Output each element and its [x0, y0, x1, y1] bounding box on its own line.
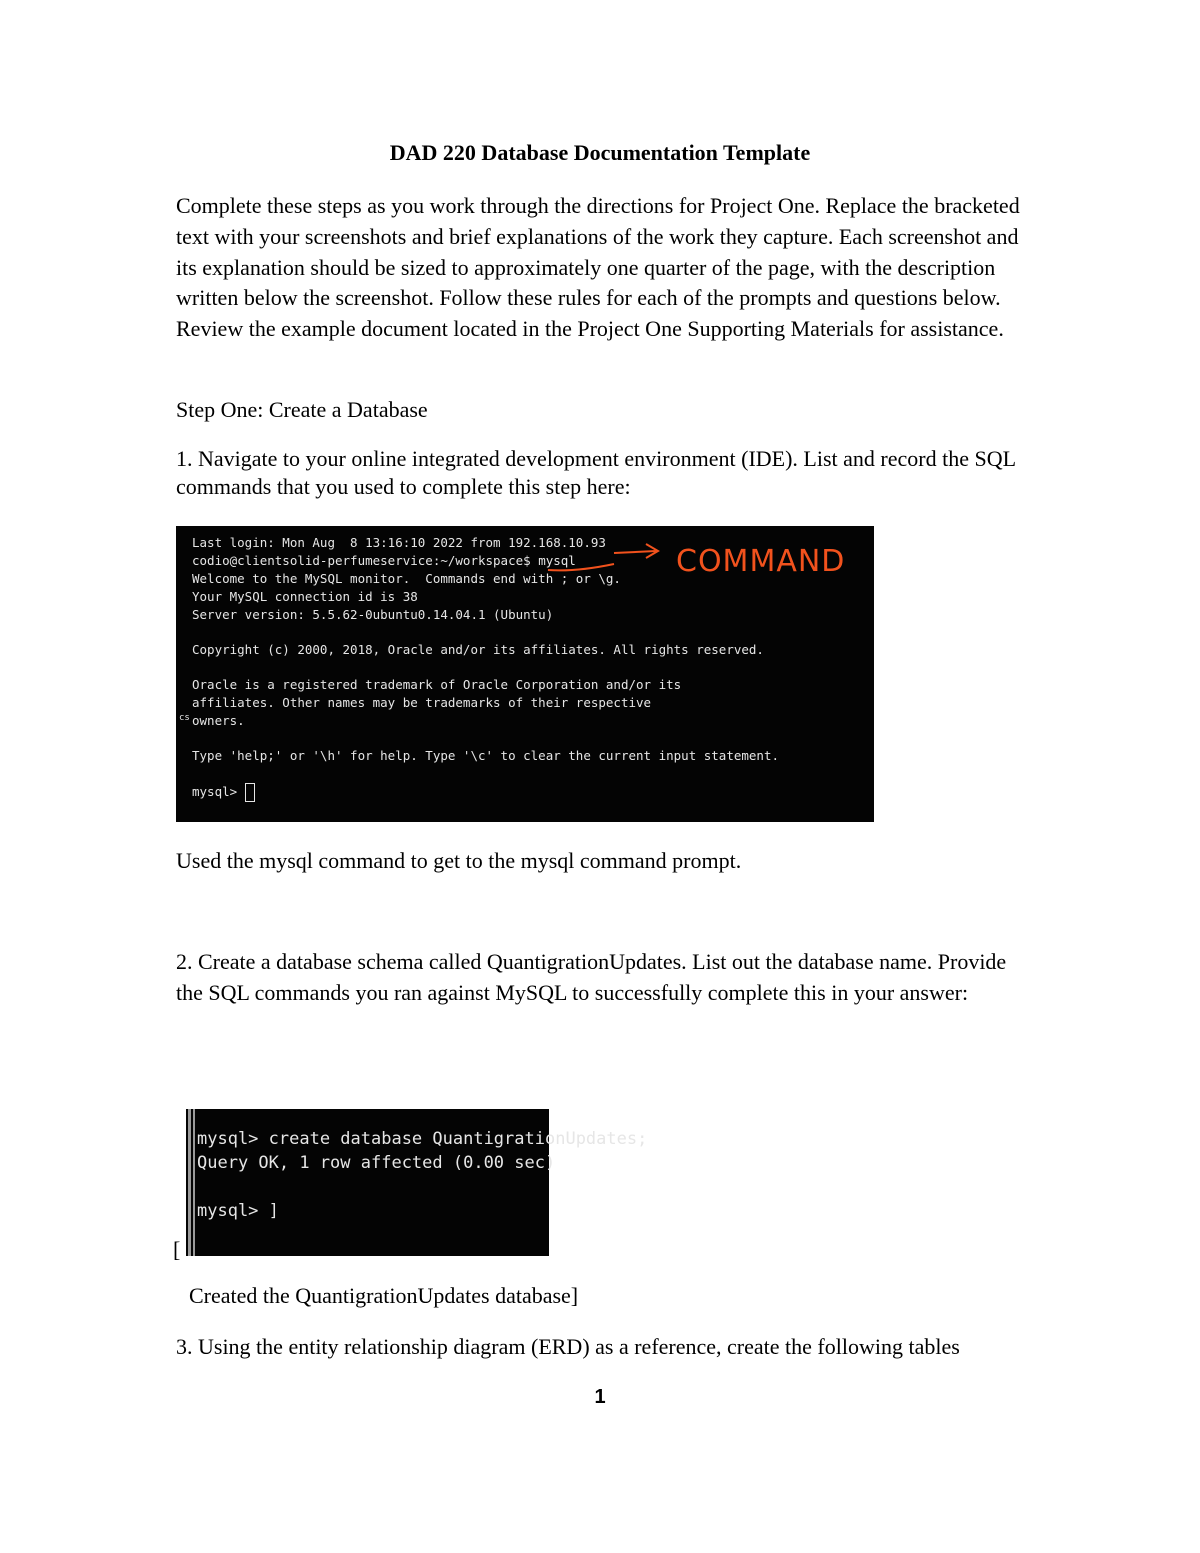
- terminal-screenshot-1: [176, 526, 874, 822]
- terminal-line: Server version: 5.5.62-0ubuntu0.14.04.1 (Ubuntu): [192, 607, 554, 622]
- document-title: DAD 220 Database Documentation Template: [389, 140, 811, 165]
- typed-command: mysql: [538, 553, 576, 568]
- terminal-line: Your MySQL connection id is 38: [192, 589, 418, 604]
- terminal-line: Type 'help;' or '\h' for help. Type '\c' to clear the current input statement.: [192, 748, 779, 763]
- terminal-line: mysql> create database QuantigrationUpdates;: [197, 1129, 648, 1149]
- question-3: 3. Using the entity relationship diagram (ERD) as a reference, create the following tables: [176, 1334, 960, 1359]
- question-1: 1. Navigate to your online integrated development environment (IDE). List and record the SQL commands that you used to complete this step here:: [176, 446, 1016, 499]
- left-margin-marker: cs: [179, 713, 190, 723]
- intro-paragraph: Complete these steps as you work through the directions for Project One. Replace the bracketed text with your screenshots and brief explanations of the work they capture. Each screenshot and its explanation should be sized to approximately one quarter of the page, with the description written below the screenshot. Follow these rules for each of the prompts and questions below. Review the example document located in the Project One Supporting Materials for assistance.: [176, 193, 1020, 342]
- terminal-line: Oracle is a registered trademark of Oracle Corporation and/or its: [192, 677, 682, 692]
- question-2: 2. Create a database schema called QuantigrationUpdates. List out the database name. Provide the SQL commands you ran against MySQL to successfully complete this in your answer:: [176, 949, 1007, 1005]
- command-annotation: COMMAND: [676, 544, 846, 579]
- open-bracket: [: [173, 1237, 181, 1262]
- terminal-line: Query OK, 1 row affected (0.00 sec): [197, 1153, 556, 1173]
- terminal-line: Welcome to the MySQL monitor. Commands end with ; or \g.: [192, 571, 621, 586]
- terminal-line: owners.: [192, 713, 245, 728]
- window-edge: [193, 1109, 195, 1256]
- window-edge: [188, 1109, 191, 1256]
- terminal-line: mysql>: [192, 783, 255, 802]
- page-number: 1: [594, 1386, 606, 1408]
- step-one-heading: Step One: Create a Database: [176, 397, 428, 422]
- answer-2: Created the QuantigrationUpdates database]: [189, 1283, 579, 1308]
- terminal-line: codio@clientsolid-perfumeservice:~/workspace$ mysql: [192, 553, 576, 568]
- terminal-screenshot-2: [186, 1109, 648, 1256]
- terminal-line: affiliates. Other names may be trademarks of their respective: [192, 695, 652, 710]
- answer-1: Used the mysql command to get to the mysql command prompt.: [176, 848, 742, 873]
- terminal-line: mysql> ]: [197, 1201, 279, 1221]
- terminal-line: Copyright (c) 2000, 2018, Oracle and/or its affiliates. All rights reserved.: [192, 642, 764, 657]
- terminal-line: Last login: Mon Aug 8 13:16:10 2022 from 192.168.10.93: [192, 535, 606, 550]
